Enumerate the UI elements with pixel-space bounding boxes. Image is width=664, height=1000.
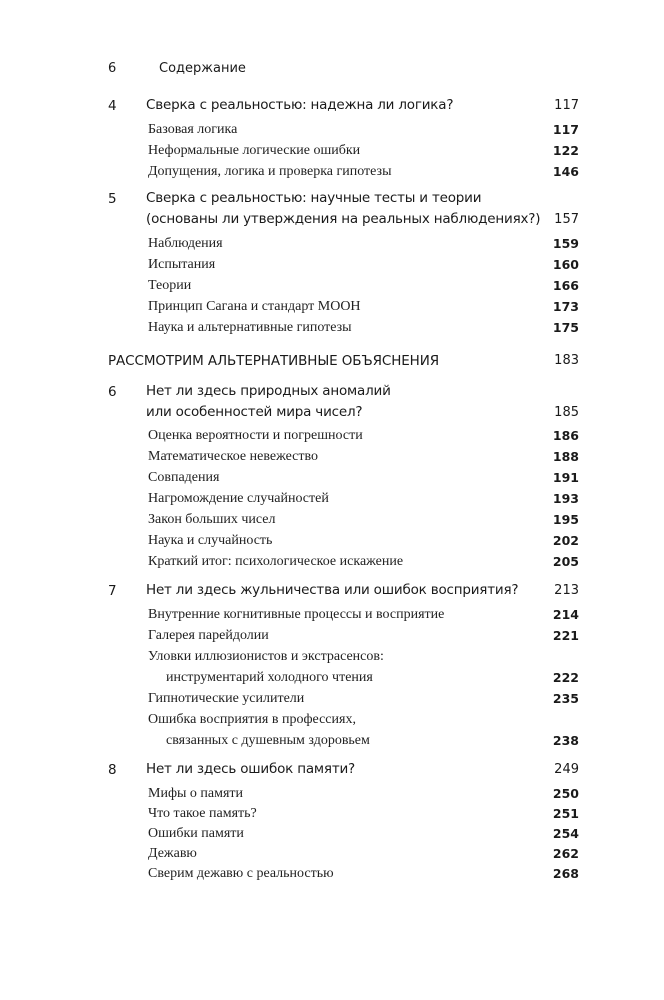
section-title: Наблюдения [148,236,223,251]
section-page-number: 195 [552,512,579,527]
chapter-title: Сверка с реальностью: надежна ли логика? [146,97,454,113]
section-title: Что такое память? [148,806,257,821]
chapter-number: 5 [108,191,117,207]
section-page-number: 166 [552,278,579,293]
chapter-page-number: 213 [554,583,579,598]
chapter-title: Нет ли здесь ошибок памяти? [146,761,356,777]
section-page-number: 186 [552,428,579,443]
section-page-number: 173 [552,299,579,314]
section-page-number: 160 [552,257,579,272]
chapter-page-number: 249 [554,762,579,777]
section-title: Мифы о памяти [148,786,244,801]
section-page-number: 222 [552,670,579,685]
part-page-number: 183 [554,353,579,368]
section-page-number: 235 [552,691,579,706]
section-title: Базовая логика [148,122,238,137]
section-page-number: 262 [552,846,579,861]
section-title: Математическое невежество [148,449,318,464]
chapter-number: 6 [108,384,117,400]
section-page-number: 191 [552,470,579,485]
chapter-number: 7 [108,583,117,599]
chapter-title-line-2: или особенностей мира чисел? [146,404,363,420]
section-page-number: 221 [552,628,579,643]
chapter-title-line-2: (основаны ли утверждения на реальных наблюдениях?) [146,211,541,227]
section-page-number: 175 [552,320,579,335]
section-title: Закон больших чисел [148,512,276,527]
section-title: Краткий итог: психологическое искажение [148,554,404,569]
section-title-line-2: инструментарий холодного чтения [166,670,373,685]
running-head-title: Содержание [159,61,246,76]
section-page-number: 159 [552,236,579,251]
section-title: Галерея парейдолии [148,628,269,643]
section-page-number: 122 [552,143,579,158]
chapter-number: 8 [108,762,117,778]
section-title-line-1: Уловки иллюзионистов и экстрасенсов: [148,649,384,664]
section-title: Внутренние когнитивные процессы и восприятие [148,607,445,622]
section-page-number: 251 [552,806,579,821]
section-page-number: 254 [552,826,579,841]
chapter-page-number: 157 [554,212,579,227]
section-title: Оценка вероятности и погрешности [148,428,363,443]
section-page-number: 193 [552,491,579,506]
section-title: Совпадения [148,470,220,485]
section-title: Сверим дежавю с реальностью [148,866,334,881]
section-title: Испытания [148,257,216,272]
section-title: Неформальные логические ошибки [148,143,361,158]
section-page-number: 205 [552,554,579,569]
chapter-number: 4 [108,98,117,114]
section-title: Принцип Сагана и стандарт МООН [148,299,361,314]
chapter-title: Нет ли здесь жульничества или ошибок восприятия? [146,582,519,598]
section-title: Наука и случайность [148,533,273,548]
section-title: Гипнотические усилители [148,691,305,706]
section-title: Дежавю [148,846,197,861]
chapter-title-line-1: Нет ли здесь природных аномалий [146,383,391,399]
chapter-title-line-1: Сверка с реальностью: научные тесты и теории [146,190,482,206]
section-title-line-2: связанных с душевным здоровьем [166,733,370,748]
running-head-page-number: 6 [108,61,117,76]
section-page-number: 188 [552,449,579,464]
section-title: Теории [148,278,192,293]
section-title: Наука и альтернативные гипотезы [148,320,352,335]
section-page-number: 238 [552,733,579,748]
section-title: Ошибки памяти [148,826,244,841]
section-title: Допущения, логика и проверка гипотезы [148,164,392,179]
section-page-number: 250 [552,786,579,801]
section-page-number: 202 [552,533,579,548]
part-title: РАССМОТРИМ АЛЬТЕРНАТИВНЫЕ ОБЪЯСНЕНИЯ [108,353,440,369]
chapter-page-number: 185 [554,405,579,420]
section-title-line-1: Ошибка восприятия в профессиях, [148,712,356,727]
section-page-number: 268 [552,866,579,881]
section-page-number: 214 [552,607,579,622]
chapter-page-number: 117 [554,98,579,113]
section-page-number: 146 [552,164,579,179]
section-title: Нагромождение случайностей [148,491,329,506]
section-page-number: 117 [552,122,579,137]
